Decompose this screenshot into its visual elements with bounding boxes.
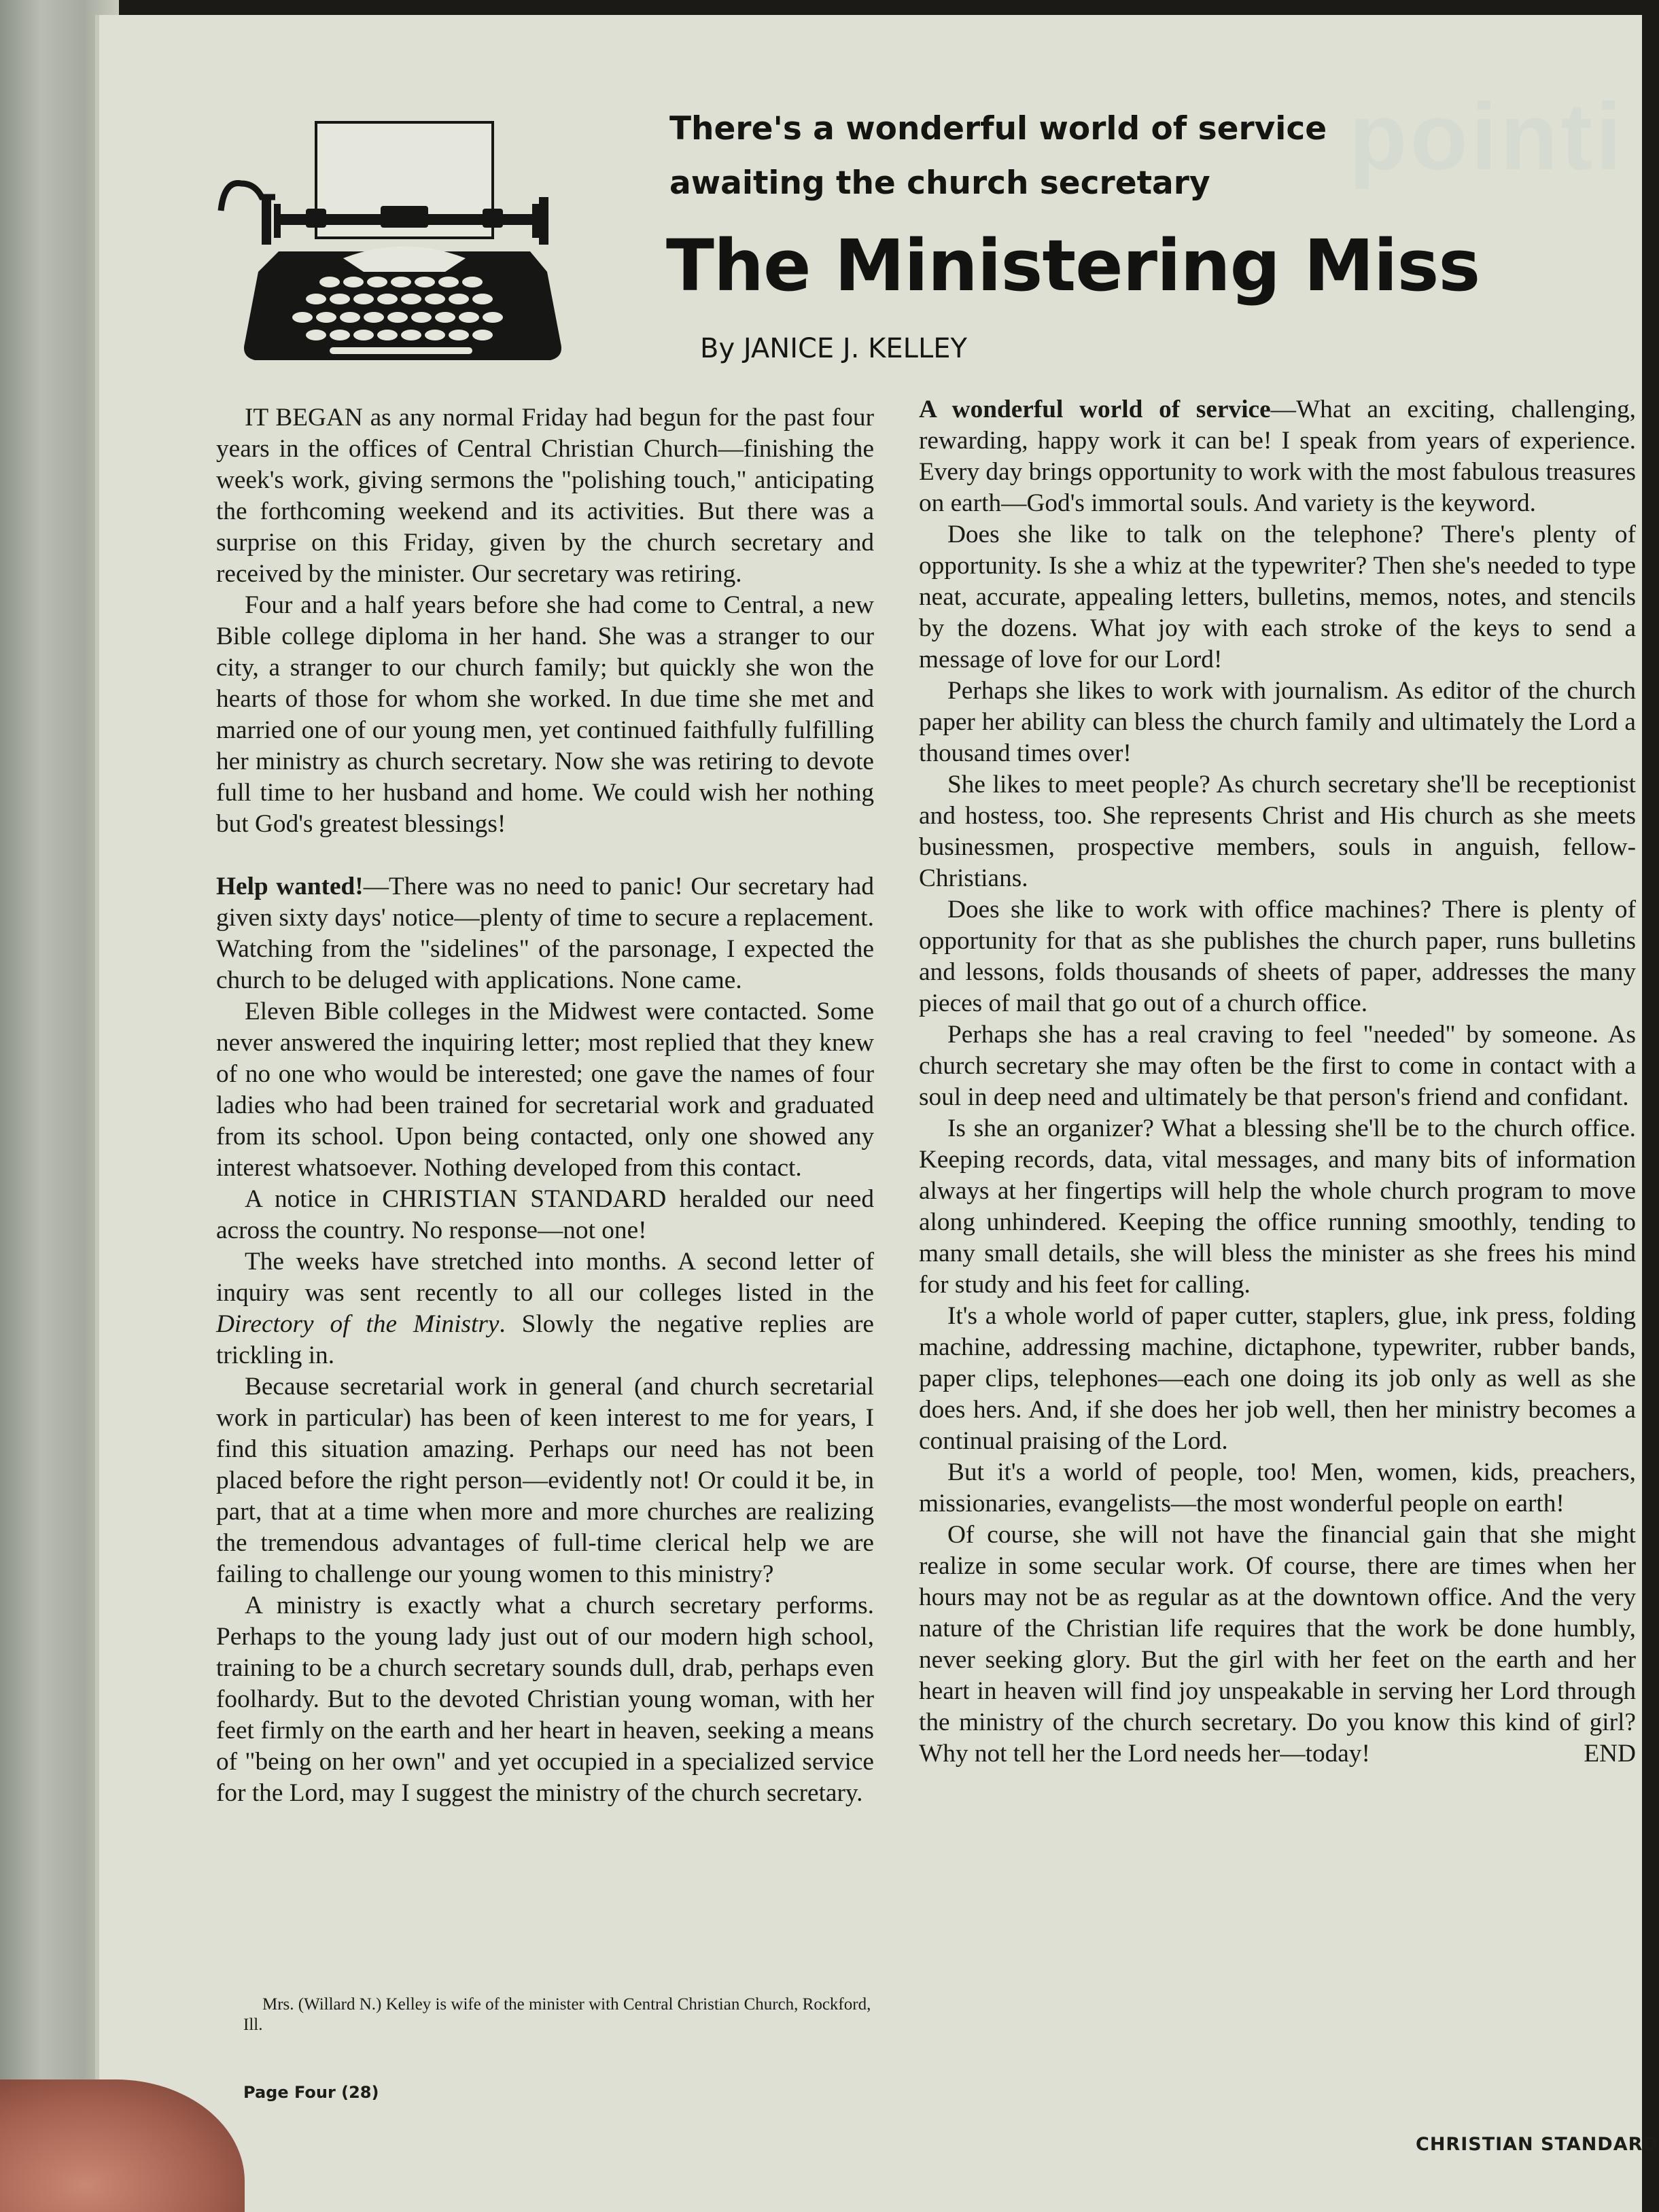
paragraph: But it's a world of people, too! Men, women, kids, preachers, missionaries, evangelists—the most wonderful people on earth! — [919, 1458, 1636, 1517]
facing-page-show-through: pointi — [1349, 83, 1624, 190]
paragraph: IT BEGAN as any normal Friday had begun for the past four years in the offices of Central Christian Church—finishing the week's work, giving sermons the "polishing touch," anticipating the forthcoming weekend and its activities. But there was a surprise on this Friday, given by the church secretary and received by the minister. Our secretary was retiring. — [216, 404, 874, 588]
paragraph: Does she like to work with office machines? There is plenty of opportunity for that as she publishes the church paper, runs bulletins and lessons, folds thousands of sheets of paper, addresses the many pieces of mail that go out of a church office. — [919, 896, 1636, 1017]
article-kicker — [669, 102, 1349, 211]
kicker-line-1: There's a wonderful world of service — [669, 110, 1327, 147]
paragraph: Because secretarial work in general (and church secretarial work in particular) has been of keen interest to me for years, I find this situation amazing. Perhaps our need has not been placed before the right person—evidently not! Or could it be, in part, that at a time when more and more churches are realizing the tremendous advantages of full-time clerical help we are failing to challenge our young women to this ministry? — [216, 1373, 874, 1588]
paragraph-help-wanted: Help wanted!—There was no need to panic! Our secretary had given sixty days' notice—plenty of time to secure a replacement. Watching from the "sidelines" of the parsonage, I expected the church to be deluged with applications. None came. — [216, 873, 874, 994]
paragraph: Is she an organizer? What a blessing she'll be to the church office. Keeping records, data, vital messages, and many bits of information always at her fingertips will help the whole church program to move along unhindered. Keeping the office running smoothly, tending to many small details, she will bless the minister as she frees his mind for study and his feet for calling. — [919, 1114, 1636, 1299]
paragraph: The weeks have stretched into months. A second letter of inquiry was sent recently to all our colleges listed in the Directory of the Ministry. Slowly the negative replies are trickling in. — [216, 1248, 874, 1369]
paragraph: Eleven Bible colleges in the Midwest were contacted. Some never answered the inquiring letter; most replied that they knew of no one who would be interested; one gave the names of four ladies who had been trained for secretarial work and graduated from its school. Upon being contacted, only one showed any interest whatsoever. Nothing developed from this contact. — [216, 998, 874, 1182]
paragraph: Does she like to talk on the telephone? There's plenty of opportunity. Is she a whiz at the typewriter? Then she's needed to type neat, accurate, appealing letters, bulletins, memos, notes, and stencils by the dozens. What joy with each stroke of the keys to send a message of love for our Lord! — [919, 521, 1636, 673]
article-title: The Ministering Miss — [666, 224, 1480, 307]
paragraph: Four and a half years before she had come to Central, a new Bible college diploma in her hand. She was a stranger to our city, a stranger to our church family; but quickly she won the hearts of those for whom she worked. In due time she met and married one of our young men, yet continued faithfully fulfilling her ministry as church secretary. Now she was retiring to devote full time to her husband and home. We could wish her nothing but God's greatest blessings! — [216, 591, 874, 838]
section-lead: Help wanted! — [216, 873, 364, 900]
page-folio: Page Four (28) — [243, 2083, 379, 2102]
paragraph: Perhaps she has a real craving to feel "needed" by someone. As church secretary she may often be the first to come in contact with a soul in deep need and ultimately be that person's friend and confidant. — [919, 1021, 1636, 1111]
kicker-line-2: awaiting the church secretary — [669, 164, 1210, 202]
running-head: CHRISTIAN STANDARD — [1416, 2134, 1659, 2155]
section-lead: A wonderful world of service — [919, 396, 1271, 423]
paragraph: Perhaps she likes to work with journalism. As editor of the church paper her ability can bless the church family and ultimately the Lord a thousand times over! — [919, 677, 1636, 767]
paragraph-wonderful-world: A wonderful world of service—What an exciting, challenging, rewarding, happy work it can be! I speak from years of experience. Every day brings opportunity to work with the most fabulous treasures on earth—God's immortal souls. And variety is the keyword. — [919, 396, 1636, 517]
paragraph: It's a whole world of paper cutter, staplers, glue, ink press, folding machine, addressing machine, dictaphone, typewriter, rubber bands, paper clips, telephones—each one doing its job only as well as she does hers. And, if she does her job well, then her ministry becomes a continual praising of the Lord. — [919, 1302, 1636, 1455]
paragraph: A notice in CHRISTIAN STANDARD heralded our need across the country. No response—not one! — [216, 1185, 874, 1244]
typewriter-illustration — [214, 119, 595, 391]
text-column-right — [919, 394, 1636, 1770]
author-byline: By JANICE J. KELLEY — [700, 333, 967, 364]
paragraph: Of course, she will not have the financial gain that she might realize in some secular work. Of course, there are times when her hours may not be as regular as at the downtown office. And the very nature of the Christian life requires that the work be done humbly, never seeking glory. But the girl with her feet on the earth and her heart in heaven will find joy unspeakable in serving her Lord through the ministry of the church secretary. Do you know this kind of girl? Why not tell her the Lord needs her—today! END — [919, 1520, 1636, 1770]
paragraph: A ministry is exactly what a church secretary performs. Perhaps to the young lady just out of our modern high school, training to be a church secretary sounds dull, drab, perhaps even foolhardy. But to the devoted Christian young woman, with her feet firmly on the earth and her heart in heaven, seeking a means of "being on her own" and yet occupied in a specialized service for the Lord, may I suggest the ministry of the church secretary. — [216, 1592, 874, 1807]
publication-title: Directory of the Ministry — [216, 1310, 500, 1338]
author-footnote: Mrs. (Willard N.) Kelley is wife of the minister with Central Christian Church, Rockford, Ill. — [243, 1995, 871, 2034]
end-mark: END — [1584, 1740, 1636, 1768]
text-column-left — [216, 402, 874, 1809]
paragraph: She likes to meet people? As church secretary she'll be receptionist and hostess, too. She represents Christ and His church as she meets businessmen, prospective members, souls in anguish, fellow-Christians. — [919, 771, 1636, 892]
